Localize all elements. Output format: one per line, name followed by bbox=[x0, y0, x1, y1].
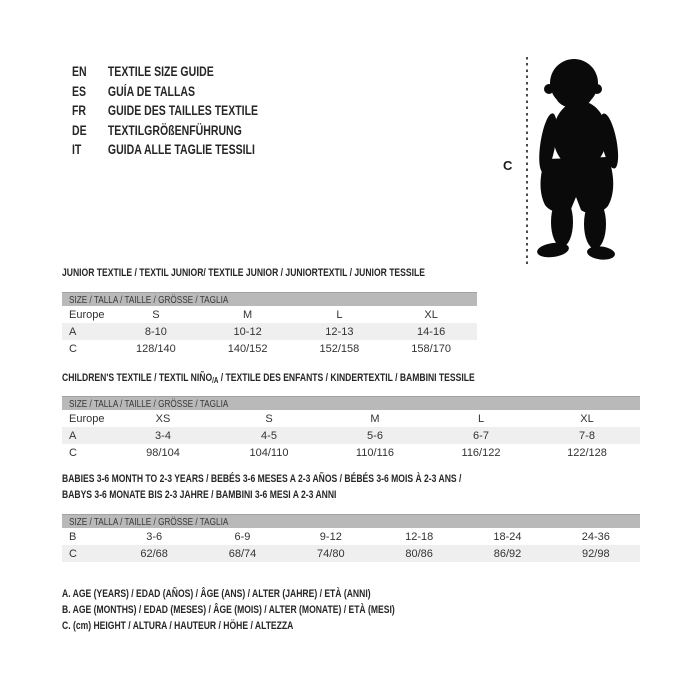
language-label: GUIDE DES TAILLES TEXTILE bbox=[107, 103, 259, 119]
size-header-band bbox=[62, 514, 640, 528]
children-size-table bbox=[62, 396, 640, 461]
table-row bbox=[62, 306, 477, 323]
row-label: C bbox=[69, 547, 77, 560]
language-code: EN bbox=[72, 64, 87, 80]
table-cell: XL bbox=[424, 308, 438, 321]
row-label: C bbox=[69, 446, 77, 459]
table-cell: 10-12 bbox=[233, 325, 262, 338]
table-cell: 9-12 bbox=[319, 530, 342, 543]
table-cell: 7-8 bbox=[579, 429, 595, 442]
table-cell: L bbox=[477, 412, 485, 425]
legend-line-c: C. (cm) HEIGHT / ALTURA / HAUTEUR / HÖHE / ALTEZZA bbox=[62, 620, 294, 632]
table-row bbox=[62, 528, 640, 545]
row-label: Europe bbox=[69, 412, 105, 425]
table-cell: 6-9 bbox=[234, 530, 251, 543]
babies-section-title bbox=[62, 472, 461, 503]
junior-section-title: JUNIOR TEXTILE / TEXTIL JUNIOR/ TEXTILE JUNIOR / JUNIORTEXTIL / JUNIOR TESSILE bbox=[62, 267, 425, 279]
table-cell: S bbox=[152, 308, 160, 321]
table-row bbox=[62, 323, 477, 340]
language-row-de bbox=[72, 121, 258, 141]
table-cell: 98/104 bbox=[146, 446, 180, 459]
table-cell: 80/86 bbox=[405, 547, 433, 560]
table-cell: 140/152 bbox=[227, 342, 268, 355]
table-cell: 24-36 bbox=[581, 530, 610, 543]
table-cell: XS bbox=[155, 412, 171, 425]
table-cell: 14-16 bbox=[417, 325, 446, 338]
row-label: B bbox=[69, 530, 77, 543]
table-row bbox=[62, 340, 477, 357]
table-cell: 92/98 bbox=[582, 547, 610, 560]
table-cell: L bbox=[336, 308, 343, 321]
language-row-es bbox=[72, 82, 258, 102]
table-cell: 74/80 bbox=[317, 547, 345, 560]
table-cell: 104/110 bbox=[249, 446, 289, 459]
table-cell: 12-13 bbox=[325, 325, 354, 338]
table-cell: M bbox=[370, 412, 380, 425]
language-label: TEXTILGRÖßENFÜHRUNG bbox=[107, 122, 242, 138]
table-cell: 152/158 bbox=[319, 342, 360, 355]
language-title-list bbox=[72, 62, 311, 160]
size-header-band bbox=[62, 396, 640, 410]
language-code: ES bbox=[72, 83, 87, 99]
table-cell: 110/116 bbox=[355, 446, 395, 459]
table-cell: 122/128 bbox=[567, 446, 607, 459]
table-cell: S bbox=[265, 412, 273, 425]
language-code: DE bbox=[72, 122, 87, 138]
height-measure-label: C bbox=[503, 158, 513, 173]
size-header-band bbox=[62, 292, 477, 306]
height-measure-dashed-line bbox=[526, 57, 528, 268]
size-header-label: SIZE / TALLA / TAILLE / GRÖSSE / TAGLIA bbox=[69, 293, 229, 306]
table-cell: 86/92 bbox=[493, 547, 522, 560]
table-cell: 158/170 bbox=[411, 342, 451, 355]
table-row bbox=[62, 545, 640, 562]
table-cell: 18-24 bbox=[493, 530, 522, 543]
row-label: A bbox=[69, 325, 77, 338]
babies-title-line2: BABYS 3-6 MONATE BIS 2-3 JAHRE / BAMBINI 3-6 MESI A 2-3 ANNI bbox=[62, 488, 337, 501]
children-title-subscript: /A bbox=[212, 376, 219, 385]
table-cell: M bbox=[243, 308, 253, 321]
babies-title-line1: BABIES 3-6 MONTH TO 2-3 YEARS / BEBÉS 3-6 MESES A 2-3 AÑOS / BÉBÉS 3-6 MOIS À 2-3 ANS / bbox=[62, 473, 462, 485]
toddler-silhouette-icon bbox=[531, 47, 645, 267]
table-cell: 8-10 bbox=[144, 325, 167, 338]
babies-size-table bbox=[62, 514, 640, 562]
table-cell: 12-18 bbox=[405, 530, 434, 543]
row-label: Europe bbox=[69, 308, 105, 321]
row-label: A bbox=[69, 429, 77, 442]
row-label: C bbox=[69, 342, 77, 355]
table-cell: XL bbox=[580, 412, 594, 425]
table-cell: 5-6 bbox=[367, 429, 383, 442]
table-cell: 3-4 bbox=[155, 429, 171, 442]
language-label: GUÍA DE TALLAS bbox=[107, 83, 196, 99]
language-row-it bbox=[72, 140, 258, 160]
children-section-title bbox=[62, 371, 475, 389]
language-code: FR bbox=[72, 103, 87, 119]
table-row bbox=[62, 427, 640, 444]
language-code: IT bbox=[72, 142, 82, 158]
language-row-fr bbox=[72, 101, 258, 121]
junior-size-table bbox=[62, 292, 477, 357]
table-cell: 68/74 bbox=[228, 547, 257, 560]
legend-line-b: B. AGE (MONTHS) / EDAD (MESES) / ÂGE (MOIS) / ALTER (MONATE) / ETÀ (MESI) bbox=[62, 604, 395, 616]
table-cell: 6-7 bbox=[473, 429, 489, 442]
table-cell: 3-6 bbox=[146, 530, 163, 543]
table-row bbox=[62, 444, 640, 461]
language-label: GUIDA ALLE TAGLIE TESSILI bbox=[107, 142, 255, 158]
size-header-label: SIZE / TALLA / TAILLE / GRÖSSE / TAGLIA bbox=[69, 515, 229, 528]
table-row bbox=[62, 410, 640, 427]
table-cell: 4-5 bbox=[261, 429, 277, 442]
table-cell: 62/68 bbox=[140, 547, 168, 560]
language-label: TEXTILE SIZE GUIDE bbox=[107, 64, 214, 80]
legend-line-a: A. AGE (YEARS) / EDAD (AÑOS) / ÂGE (ANS) / ALTER (JAHRE) / ETÀ (ANNI) bbox=[62, 588, 371, 600]
table-cell: 116/122 bbox=[461, 446, 501, 459]
table-cell: 128/140 bbox=[135, 342, 176, 355]
children-title-main: CHILDREN'S TEXTILE / TEXTIL NIÑO bbox=[62, 372, 213, 384]
language-row-en bbox=[72, 62, 258, 82]
legend-block bbox=[62, 586, 489, 634]
children-title-rest: / TEXTILE DES ENFANTS / KINDERTEXTIL / BAMBINI TESSILE bbox=[218, 372, 475, 384]
size-header-label: SIZE / TALLA / TAILLE / GRÖSSE / TAGLIA bbox=[69, 397, 229, 410]
